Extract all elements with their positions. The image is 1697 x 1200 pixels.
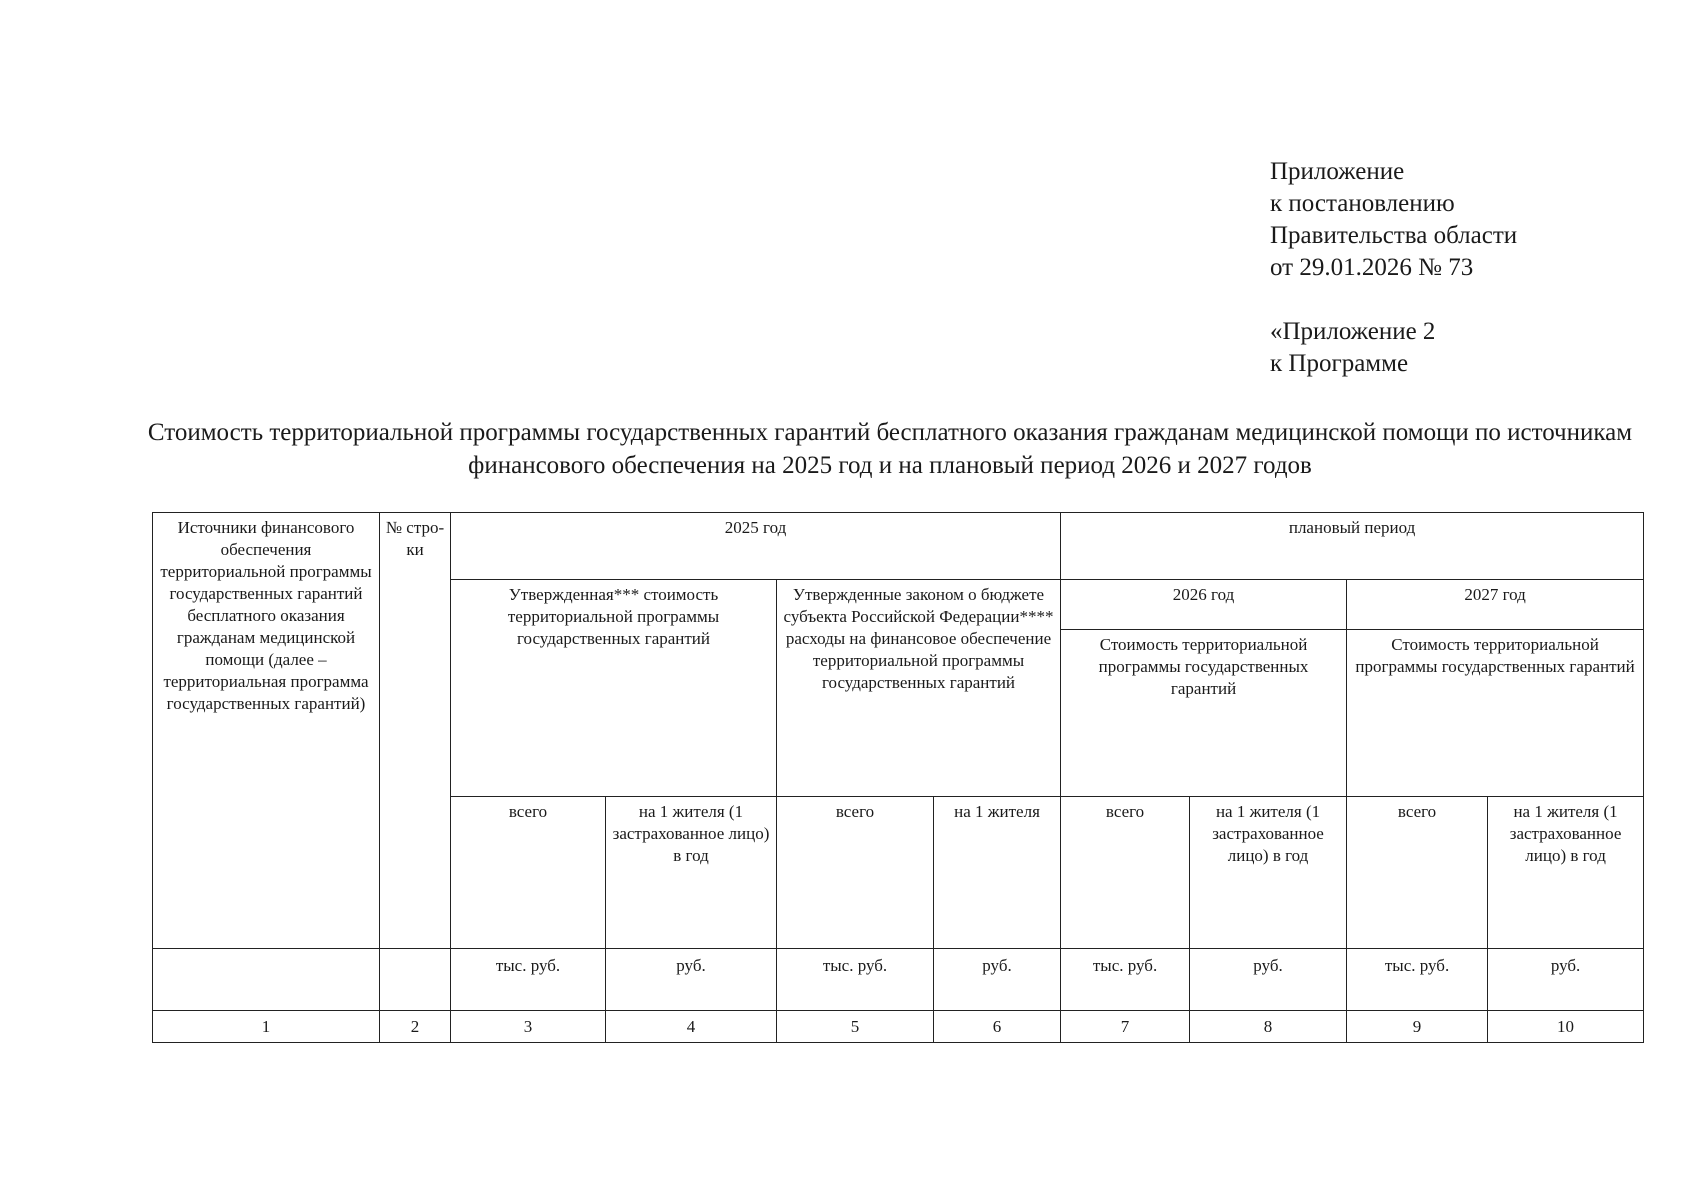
column-number: 9 (1347, 1011, 1488, 1043)
unit-cell: руб. (1488, 949, 1644, 1011)
column-number: 10 (1488, 1011, 1644, 1043)
header-cost-2026: Стоимость территориальной программы государственных гарантий (1061, 630, 1347, 797)
header-year-2025: 2025 год (451, 513, 1061, 580)
unit-cell: тыс. руб. (777, 949, 934, 1011)
column-number: 3 (451, 1011, 606, 1043)
unit-cell: руб. (1190, 949, 1347, 1011)
annex-line-4: от 29.01.2026 № 73 (1270, 254, 1474, 281)
column-number: 8 (1190, 1011, 1347, 1043)
annex-spacer (1270, 284, 1517, 316)
unit-cell: тыс. руб. (451, 949, 606, 1011)
blank-cell (153, 949, 380, 1011)
annex-line-5: «Приложение 2 (1270, 318, 1436, 345)
subheader-cell: всего (1061, 797, 1190, 949)
header-cost-2027: Стоимость территориальной программы государственных гарантий (1347, 630, 1644, 797)
column-number: 7 (1061, 1011, 1190, 1043)
subheader-cell: на 1 жителя (1 застрахованное лицо) в год (1488, 797, 1644, 949)
annex-line-3: Правительства области (1270, 222, 1518, 249)
annex-line-2: к постановлению (1270, 190, 1455, 217)
subheader-cell: на 1 жителя (1 застрахованное лицо) в год (606, 797, 777, 949)
subheader-cell: всего (451, 797, 606, 949)
annex-line-6: к Программе (1270, 350, 1409, 377)
unit-cell: руб. (934, 949, 1061, 1011)
column-number: 4 (606, 1011, 777, 1043)
subheader-cell: на 1 жителя (934, 797, 1061, 949)
column-number: 1 (153, 1011, 380, 1043)
column-number: 2 (380, 1011, 451, 1043)
blank-cell (380, 949, 451, 1011)
unit-cell: руб. (606, 949, 777, 1011)
header-year-2026: 2026 год (1061, 580, 1347, 630)
subheader-cell: всего (1347, 797, 1488, 949)
header-planned-period: плановый период (1061, 513, 1644, 580)
annex-block (1270, 156, 1517, 380)
header-sources: Источники финансового обеспечения территориальной программы государственных гарантий бесплатного оказания гражданам медицинской помощи (далее – территориальная программа государственных гарантий) (153, 513, 380, 949)
unit-cell: тыс. руб. (1061, 949, 1190, 1011)
header-line-number: № стро-ки (380, 513, 451, 949)
column-number: 5 (777, 1011, 934, 1043)
column-number: 6 (934, 1011, 1061, 1043)
header-approved-cost: Утвержденная*** стоимость территориальной программы государственных гарантий (451, 580, 777, 797)
annex-line-1: Приложение (1270, 158, 1405, 185)
document-title: Стоимость территориальной программы государственных гарантий бесплатного оказания гражданам медицинской помощи по источникам финансового обеспечения на 2025 год и на плановый период 2026 и 2027 годов (147, 419, 1633, 479)
subheader-cell: на 1 жителя (1 застрахованное лицо) в год (1190, 797, 1347, 949)
header-budget-law: Утвержденные законом о бюджете субъекта Российской Федерации**** расходы на финансовое обеспечение территориальной программы государственных гарантий (777, 580, 1061, 797)
header-year-2027: 2027 год (1347, 580, 1644, 630)
cost-table (152, 512, 1644, 1043)
unit-cell: тыс. руб. (1347, 949, 1488, 1011)
subheader-cell: всего (777, 797, 934, 949)
